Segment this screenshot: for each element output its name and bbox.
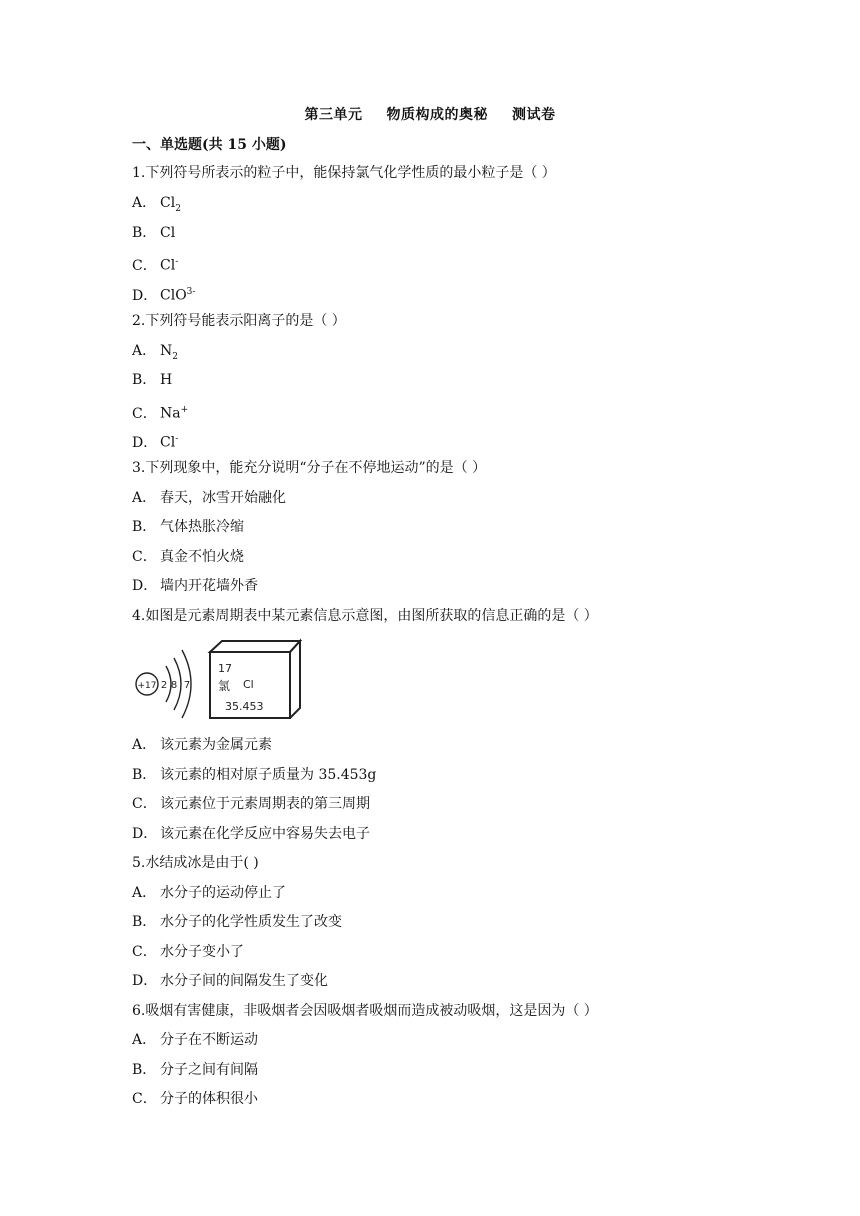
question-4-option-b: B． 该元素的相对原子质量为 35.453g: [132, 767, 377, 783]
question-3-option-c: C． 真金不怕火烧: [132, 549, 244, 565]
atomic-mass: 35.453: [225, 700, 264, 713]
question-5-stem: 5.水结成冰是由于( ): [132, 855, 259, 871]
question-4-option-a: A． 该元素为金属元素: [132, 737, 272, 753]
title-topic: 物质构成的奥秘: [386, 107, 488, 123]
question-6-option-b: B． 分子之间有间隔: [132, 1062, 258, 1078]
question-1-option-b: B． Cl: [132, 225, 176, 241]
question-2-option-a: A． $N_2$: [132, 343, 178, 362]
element-name: 氯: [218, 679, 231, 693]
question-3-option-d: D． 墙内开花墙外香: [132, 578, 258, 594]
question-4-stem: 4.如图是元素周期表中某元素信息示意图，由图所获取的信息正确的是（ ）: [132, 608, 598, 624]
shell-2-count: 8: [170, 680, 178, 691]
title-test: 测试卷: [512, 107, 556, 123]
question-6-option-a: A． 分子在不断运动: [132, 1032, 258, 1048]
question-2-option-b: B． H: [132, 372, 173, 388]
atomic-number: 17: [218, 662, 232, 675]
shell-1-count: 2: [160, 680, 168, 691]
title-unit: 第三单元: [304, 107, 363, 123]
question-6-option-c: C． 分子的体积很小: [132, 1091, 258, 1107]
section-heading: 一、单选题(共 15 小题): [132, 137, 287, 153]
question-1-option-a: A． $Cl_2$: [132, 195, 181, 214]
question-1-stem: 1.下列符号所表示的粒子中，能保持氯气化学性质的最小粒子是（ ）: [132, 165, 556, 181]
question-2-stem: 2.下列符号能表示阳离子的是（ ）: [132, 313, 346, 329]
question-4-option-c: C． 该元素位于元素周期表的第三周期: [132, 796, 370, 812]
question-1-option-d: D． ClO$^{3-}$: [132, 287, 196, 304]
element-symbol: Cl: [243, 678, 254, 691]
question-4-option-d: D． 该元素在化学反应中容易失去电子: [132, 826, 370, 842]
shell-3-count: 7: [183, 680, 191, 691]
question-2-option-c: C． Na+: [132, 405, 189, 422]
question-3-stem: 3.下列现象中，能充分说明“分子在不停地运动”的是（ ）: [132, 460, 487, 476]
question-2-option-d: D． Cl-: [132, 434, 179, 451]
chlorine-element-figure: [130, 636, 310, 722]
question-3-option-b: B． 气体热胀冷缩: [132, 519, 244, 535]
question-5-option-a: A． 水分子的运动停止了: [132, 885, 286, 901]
page-title: [0, 104, 860, 124]
nucleus-charge: +17: [137, 681, 157, 691]
question-1-option-c: C． Cl-: [132, 257, 179, 274]
question-3-option-a: A． 春天，冰雪开始融化: [132, 490, 286, 506]
question-5-option-d: D． 水分子间的间隔发生了变化: [132, 973, 328, 989]
question-6-stem: 6.吸烟有害健康，非吸烟者会因吸烟者吸烟而造成被动吸烟，这是因为（ ）: [132, 1003, 598, 1019]
question-5-option-b: B． 水分子的化学性质发生了改变: [132, 914, 342, 930]
question-5-option-c: C． 水分子变小了: [132, 944, 244, 960]
